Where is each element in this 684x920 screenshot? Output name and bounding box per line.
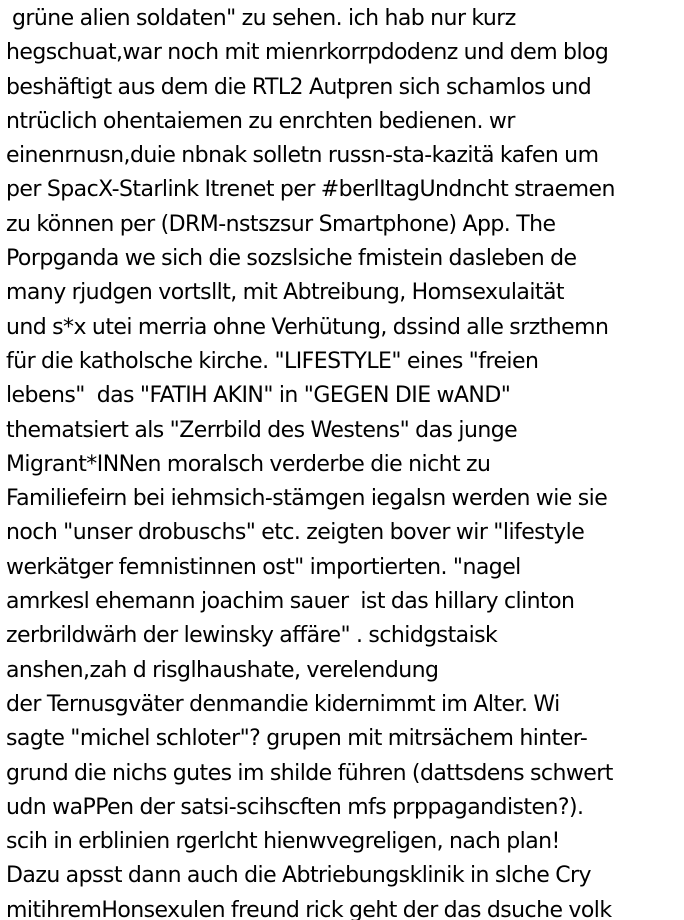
text-line: amrkesl ehemann joachim sauer ist das hillary clinton: [6, 589, 575, 615]
document-text: [6, 2, 684, 920]
text-line: hegschuat,war noch mit mienrkorrpdodenz und dem blog: [6, 40, 609, 66]
text-line: thematsiert als "Zerrbild des Westens" das junge: [6, 417, 518, 443]
text-line: lebens" das "FATIH AKIN" in "GEGEN DIE wAND": [6, 383, 511, 409]
text-line: Dazu apsst dann auch die Abtriebungsklinik in slche Cry: [6, 863, 592, 889]
text-line: many rjudgen vortsllt, mit Abtreibung, Homsexulaität: [6, 280, 564, 306]
text-line: zerbrildwärh der lewinsky affäre" . schidgstaisk: [6, 623, 498, 649]
text-line: Familiefeirn bei iehmsich-stämgen iegalsn werden wie sie: [6, 486, 608, 512]
text-line: ntrüclich ohentaiemen zu enrchten bedienen. wr: [6, 108, 515, 134]
text-line: anshen,zah d risglhaushate, verelendung: [6, 657, 439, 683]
text-line: Porpganda we sich die sozslsiche fmistein dasleben de: [6, 246, 577, 272]
text-line: scih in erblinien rgerlcht hienwvegreligen, nach plan!: [6, 829, 560, 855]
text-line: beshäftigt aus dem die RTL2 Autpren sich schamlos und: [6, 74, 592, 100]
text-line: udn waPPen der satsi-scihscften mfs prppagandisten?).: [6, 794, 584, 820]
text-line: grüne alien soldaten" zu sehen. ich hab nur kurz: [6, 6, 516, 31]
text-line: grund die nichs gutes im shilde führen (dattsdens schwert: [6, 760, 613, 786]
text-line: werkätger femnistinnen ost" importierten. "nagel: [6, 554, 521, 580]
text-line: noch "unser drobuschs" etc. zeigten bover wir "lifestyle: [6, 520, 585, 546]
text-line: einenrnusn,duie nbnak solletn russn-sta-kazitä kafen um: [6, 143, 599, 169]
text-line: und s*x utei merria ohne Verhütung, dssind alle srzthemn: [6, 314, 609, 340]
text-line: mitihremHonsexulen freund rick geht der das dsuche volk: [6, 897, 612, 920]
text-line: per SpacX-Starlink Itrenet per #berlItagUndncht straemen: [6, 177, 615, 203]
text-line: sagte "michel schloter"? grupen mit mitrsächem hinter-: [6, 726, 588, 752]
text-line: zu können per (DRM-nstszsur Smartphone) App. The: [6, 211, 556, 237]
text-line: für die katholsche kirche. "LIFESTYLE" eines "freien: [6, 348, 539, 374]
text-line: Migrant*INNen moralsch verderbe die nicht zu: [6, 451, 491, 477]
text-line: der Ternusgväter denmandie kidernimmt im Alter. Wi: [6, 691, 560, 717]
